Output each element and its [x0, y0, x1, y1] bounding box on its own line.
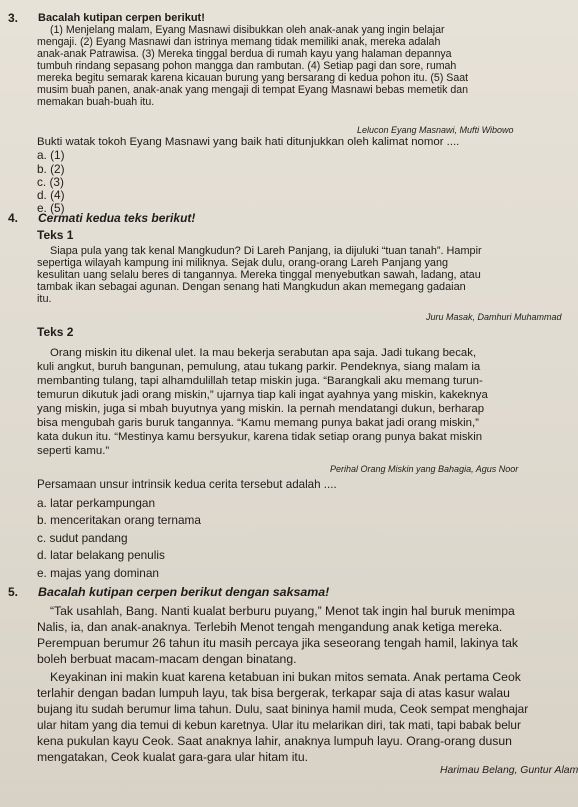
q5-passage-line: Perempuan berumur 26 tahun itu masih percaya jika seseorang tengah hamil, lakinya tak: [37, 636, 519, 650]
q4-number: 4.: [8, 211, 19, 225]
q4-prompt: Cermati kedua teks berikut!: [38, 211, 196, 225]
q3-passage-line: anak-anak Patrawisa. (3) Mereka tinggal berdua di rumah kayu yang halaman depannya: [37, 48, 452, 60]
q4-question: Persamaan unsur intrinsik kedua cerita tersebut adalah ....: [37, 478, 337, 491]
q5-prompt: Bacalah kutipan cerpen berikut dengan saksama!: [38, 585, 330, 599]
q3-passage-line: tumbuh rindang sepasang pohon mangga dan rambutan. (4) Setiap pagi dan sore, rumah: [37, 60, 457, 72]
q3-passage-line: mereka begitu semarak karena kicauan burung yang bersarang di kedua pohon itu. (5) Saat: [37, 72, 469, 84]
q5-passage-line: “Tak usahlah, Bang. Nanti kualat berburu puyang,” Menot tak ingin hal buruk menimpa: [50, 604, 515, 618]
q3-passage-line: musim buah panen, anak-anak yang mengaji di tempat Eyang Masnawi bebas memetik dan: [37, 84, 469, 96]
q5-passage-line: mengatakan, Ceok kualat gara-gara ular hitam itu.: [37, 750, 308, 764]
q3-prompt: Bacalah kutipan cerpen berikut!: [38, 12, 205, 24]
q5-passage-line: kena pukulan kayu Ceok. Saat anaknya lahir, anaknya lumpuh layu. Orang-orang dusun: [37, 734, 512, 748]
teks1-line: kesulitan uang selalu beres di tangannya. Mereka tinggal menyebutkan sawah, ladang, atau: [37, 269, 481, 281]
teks2-title: Teks 2: [37, 325, 74, 339]
teks2-line: kuli angkut, buruh bangunan, pemulung, atau tukang parkir. Pendeknya, siang malam ia: [37, 361, 481, 373]
q5-source: Harimau Belang, Guntur Alam: [440, 765, 578, 776]
q4-option-e[interactable]: e. majas yang dominan: [37, 566, 159, 580]
teks1-line: tambak ikan sebagai agunan. Dengan senang hati Mangkudun akan memegang gadaian: [37, 281, 466, 293]
q5-passage-line: ular hitam yang dia temui di kebun karetnya. Ular itu melarikan diri, tak mati, tapi babak belur: [37, 718, 521, 732]
q4-option-a[interactable]: a. latar perkampungan: [37, 496, 156, 510]
q5-passage-line: Nalis, ia, dan anak-anaknya. Terlebih Menot tengah mengandung anak ketiga mereka.: [37, 620, 503, 634]
q3-passage-line: (1) Menjelang malam, Eyang Masnawi disibukkan oleh anak-anak yang ingin belajar: [50, 24, 445, 36]
teks2-source: Perihal Orang Miskin yang Bahagia, Agus Noor: [330, 464, 519, 474]
teks2-line: bisa mengubah garis buruk tangannya. “Kamu memang punya bakat jadi orang miskin,”: [37, 417, 479, 429]
q3-option-c[interactable]: c. (3): [37, 175, 64, 189]
q5-passage-line: boleh berbuat macam-macam dengan binatang.: [37, 652, 297, 666]
q5-passage-line: terlahir dengan badan lumpuh layu, tak bisa bergerak, terkapar saja di atas kasur walau: [37, 686, 510, 700]
teks2-line: membanting tulang, tapi alhamdulillah tetap miskin juga. “Barangkali aku memang turun-: [37, 375, 483, 387]
teks1-line: sepertiga wilayah kampung ini miliknya. Sejak dulu, orang-orang Lareh Panjang yang: [37, 257, 449, 269]
q4-option-d[interactable]: d. latar belakang penulis: [37, 548, 165, 562]
q3-option-a[interactable]: a. (1): [37, 148, 65, 162]
q3-number: 3.: [8, 11, 19, 25]
teks2-line: yang miskin, juga si mbah buyutnya yang miskin. Ia pernah mendatangi dukun, berharap: [37, 403, 485, 415]
teks1-source: Juru Masak, Damhuri Muhammad: [426, 312, 562, 322]
teks2-line: seperti kamu.”: [37, 445, 110, 457]
q3-option-e[interactable]: e. (5): [37, 201, 65, 215]
q3-source: Lelucon Eyang Masnawi, Mufti Wibowo: [357, 125, 514, 135]
teks2-line: kata dukun itu. “Mestinya kamu bersyukur, karena tidak setiap orang punya bakat miskin: [37, 431, 483, 443]
teks1-line: Siapa pula yang tak kenal Mangkudun? Di Lareh Panjang, ia dijuluki “tuan tanah”. Hampir: [50, 245, 482, 257]
teks2-line: Orang miskin itu dikenal ulet. Ia mau bekerja serabutan apa saja. Jadi tukang becak,: [50, 347, 477, 359]
teks1-title: Teks 1: [37, 228, 74, 242]
q3-question: Bukti watak tokoh Eyang Masnawi yang baik hati ditunjukkan oleh kalimat nomor ....: [37, 136, 460, 148]
q4-option-c[interactable]: c. sudut pandang: [37, 531, 128, 545]
q3-passage-line: mengaji. (2) Eyang Masnawi dan istrinya memang tidak memiliki anak, mereka adalah: [37, 36, 441, 48]
q3-passage-line: memakan buah-buah itu.: [37, 96, 155, 108]
teks1-line: itu.: [37, 293, 52, 305]
q4-option-b[interactable]: b. menceritakan orang ternama: [37, 513, 201, 527]
q5-passage-line: Keyakinan ini makin kuat karena ketabuan ini bukan mitos semata. Anak pertama Ceok: [50, 670, 521, 684]
q3-option-d[interactable]: d. (4): [37, 188, 65, 202]
q3-option-b[interactable]: b. (2): [37, 162, 65, 176]
teks2-line: temurun dikutuk jadi orang miskin,” ujarnya tiap kali ingat ayahnya yang miskin, kakeknya: [37, 389, 488, 401]
q5-number: 5.: [8, 585, 19, 599]
q5-passage-line: bujang itu sudah berumur lima tahun. Dulu, saat bininya hamil muda, Ceok sempat menghajar: [37, 702, 529, 716]
